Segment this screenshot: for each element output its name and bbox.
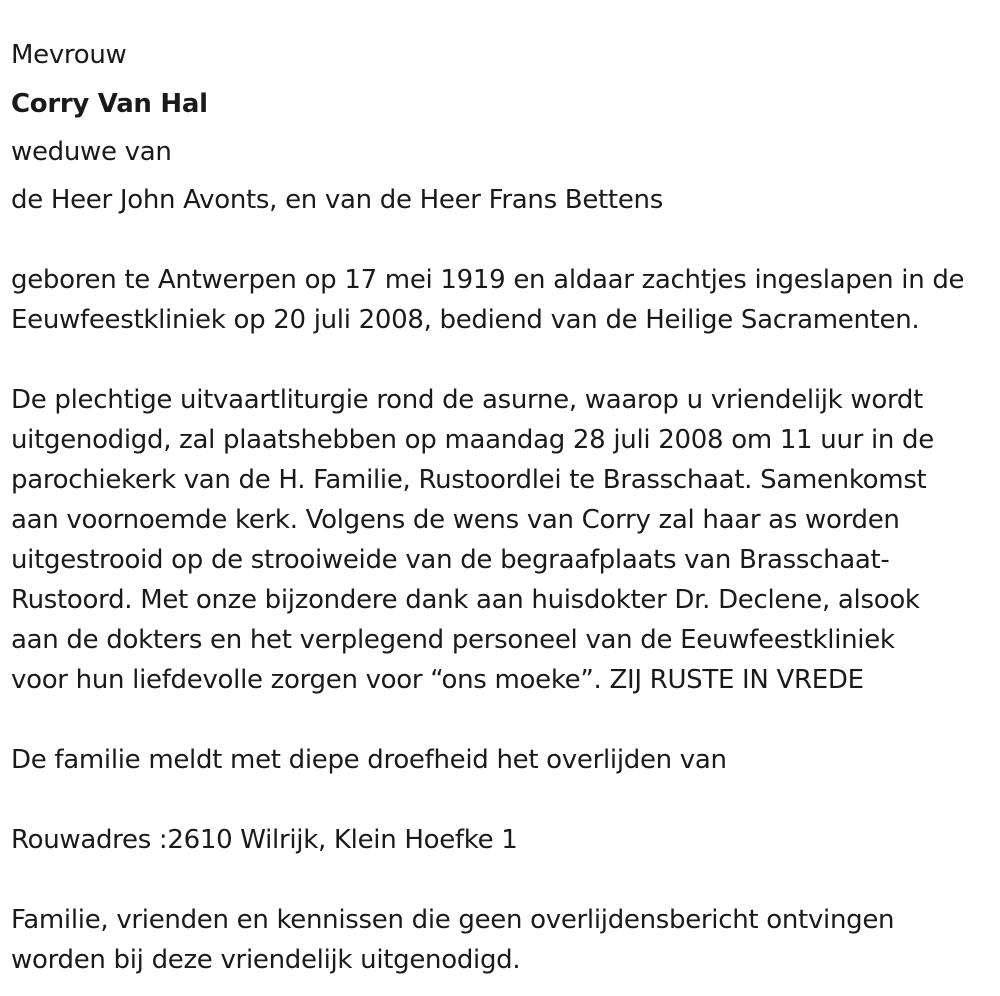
funeral-line: aan voornoemde kerk. Volgens de wens van Corry zal haar as worden [11, 505, 900, 535]
invitation-line: Familie, vrienden en kennissen die geen overlijdensbericht ontvingen [11, 905, 895, 935]
birth-death-paragraph [11, 260, 996, 340]
funeral-line: uitgestrooid op de strooiweide van de begraafplaats van Brasschaat- [11, 545, 890, 575]
funeral-line: aan de dokters en het verplegend personeel van de Eeuwfeestkliniek [11, 625, 895, 655]
funeral-line: Rustoord. Met onze bijzondere dank aan huisdokter Dr. Declene, alsook [11, 585, 920, 615]
funeral-line: voor hun liefdevolle zorgen voor “ons moeke”. ZIJ RUSTE IN VREDE [11, 665, 864, 695]
spouses: de Heer John Avonts, en van de Heer Frans Bettens [11, 185, 663, 215]
mourning-address: Rouwadres :2610 Wilrijk, Klein Hoefke 1 [11, 825, 518, 855]
deceased-name: Corry Van Hal [11, 89, 208, 119]
funeral-paragraph [11, 380, 996, 700]
birth-death-line: Eeuwfeestkliniek op 20 juli 2008, bediend van de Heilige Sacramenten. [11, 305, 920, 335]
invitation-line: worden bij deze vriendelijk uitgenodigd. [11, 945, 521, 975]
birth-death-line: geboren te Antwerpen op 17 mei 1919 en aldaar zachtjes ingeslapen in de [11, 265, 965, 295]
funeral-line: parochiekerk van de H. Familie, Rustoordlei te Brasschaat. Samenkomst [11, 465, 927, 495]
funeral-line: De plechtige uitvaartliturgie rond de asurne, waarop u vriendelijk wordt [11, 385, 924, 415]
invitation-paragraph [11, 900, 996, 980]
salutation: Mevrouw [11, 40, 127, 70]
announcement: De familie meldt met diepe droefheid het overlijden van [11, 745, 727, 775]
funeral-line: uitgenodigd, zal plaatshebben op maandag 28 juli 2008 om 11 uur in de [11, 425, 934, 455]
widow-of-label: weduwe van [11, 137, 172, 167]
